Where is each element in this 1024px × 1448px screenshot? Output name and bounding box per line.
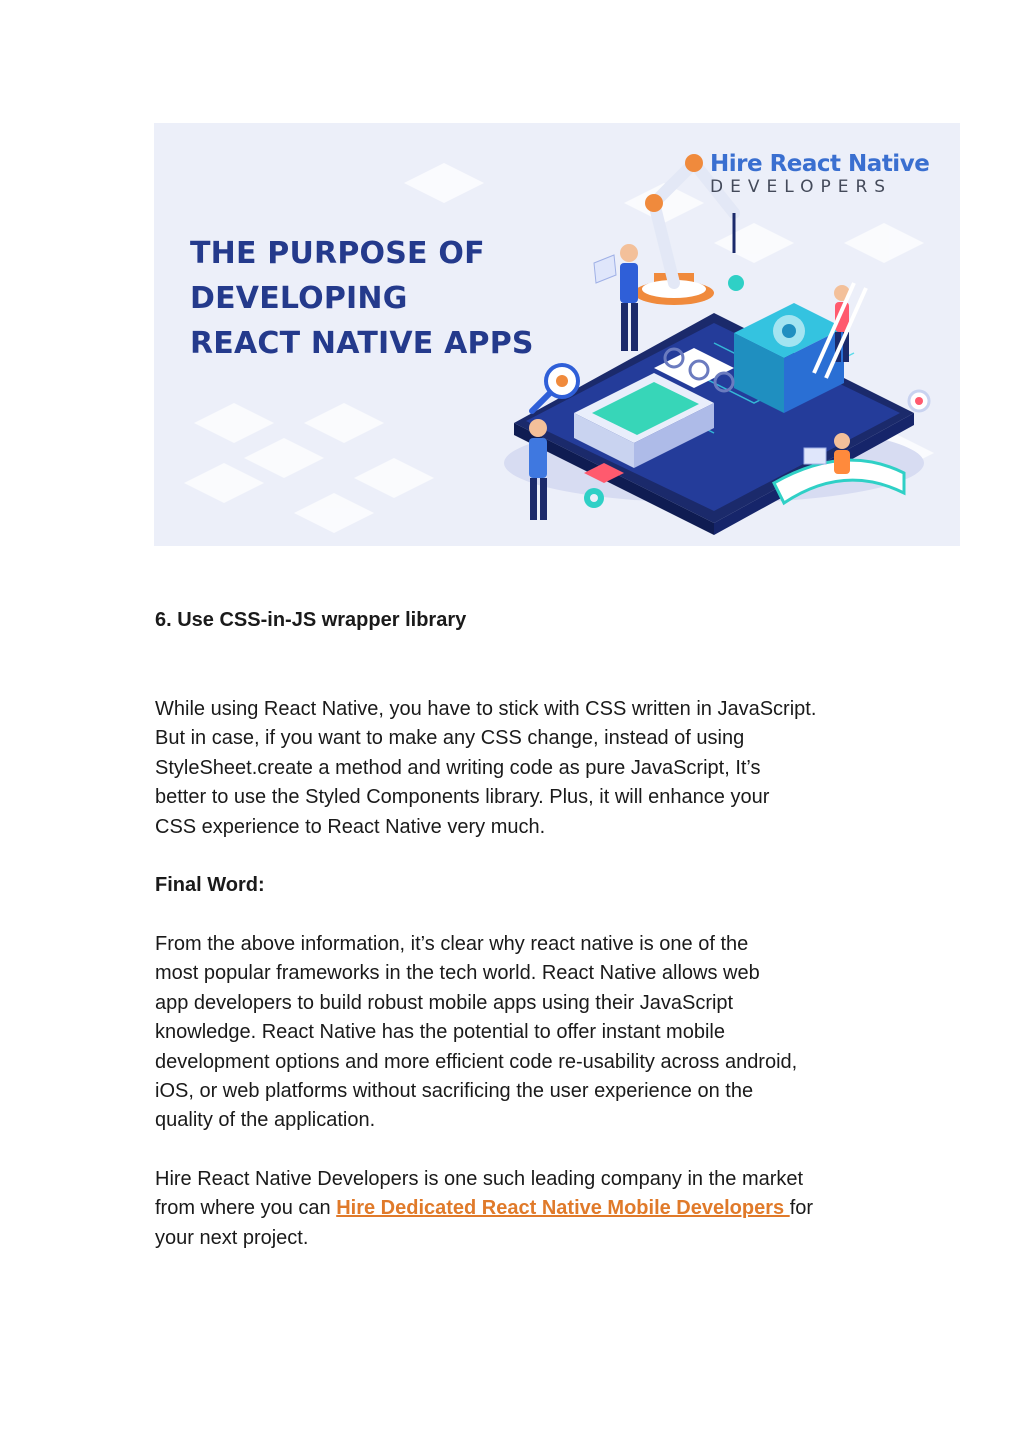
paragraph-line: From the above information, it’s clear why react native is one of the bbox=[155, 933, 749, 955]
brand-logo-bottom: DEVELOPERS bbox=[710, 177, 893, 197]
paragraph-line: development options and more efficient code re-usability across android, bbox=[155, 1050, 798, 1073]
brand-logo-top: Hire React Native bbox=[710, 151, 930, 177]
banner-image bbox=[154, 123, 960, 546]
brand-logo bbox=[710, 151, 940, 197]
section-6-heading: 6. Use CSS-in-JS wrapper library bbox=[155, 609, 467, 631]
paragraph-line: iOS, or web platforms without sacrificing the user experience on the bbox=[155, 1080, 754, 1103]
paragraph-line: CSS experience to React Native very much. bbox=[155, 815, 546, 838]
section-6-paragraph bbox=[155, 695, 900, 842]
banner-title-line-1: THE PURPOSE OF bbox=[190, 236, 485, 271]
hire-developers-link[interactable]: Hire Dedicated React Native Mobile Developers bbox=[336, 1197, 790, 1220]
banner-title bbox=[190, 231, 534, 366]
final-word-paragraph bbox=[155, 930, 900, 1136]
paragraph-line: While using React Native, you have to stick with CSS written in JavaScript. bbox=[155, 698, 817, 720]
paragraph-line: quality of the application. bbox=[155, 1109, 376, 1132]
paragraph-line: most popular frameworks in the tech world. React Native allows web bbox=[155, 962, 760, 985]
final-word-heading: Final Word: bbox=[155, 874, 265, 896]
paragraph-line: your next project. bbox=[155, 1226, 309, 1249]
paragraph-line: But in case, if you want to make any CSS change, instead of using bbox=[155, 727, 745, 750]
closing-paragraph bbox=[155, 1165, 900, 1253]
banner-title-line-2: DEVELOPING bbox=[190, 281, 408, 316]
banner-title-line-3: REACT NATIVE APPS bbox=[190, 326, 534, 361]
paragraph-line: better to use the Styled Components library. Plus, it will enhance your bbox=[155, 786, 770, 809]
paragraph-line: Hire React Native Developers is one such leading company in the market bbox=[155, 1168, 804, 1190]
paragraph-line: app developers to build robust mobile apps using their JavaScript bbox=[155, 991, 734, 1014]
link-prefix-text: from where you can bbox=[155, 1197, 337, 1220]
paragraph-line: knowledge. React Native has the potential to offer instant mobile bbox=[155, 1021, 725, 1044]
paragraph-line: StyleSheet.create a method and writing code as pure JavaScript, It’s bbox=[155, 756, 761, 779]
paragraph-line-with-link bbox=[155, 1194, 900, 1223]
link-suffix-text: for bbox=[789, 1197, 814, 1220]
